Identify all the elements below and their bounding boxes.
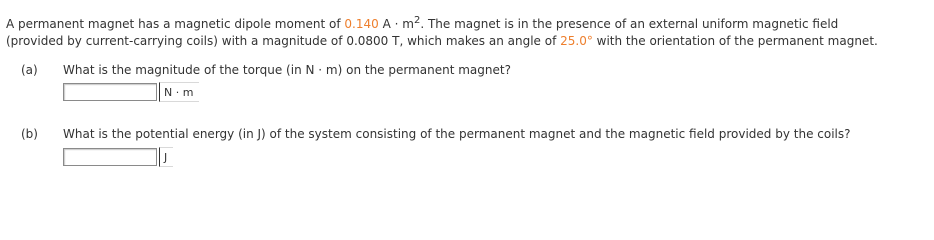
part-b-label: (b)	[21, 127, 38, 141]
problem-text-segment: (provided by current-carrying coils) with a magnitude of 0.0800 T, which makes an angle of	[6, 34, 561, 48]
dipole-moment-value: 0.140	[344, 17, 379, 31]
part-a-question	[21, 62, 511, 79]
part-a-label: (a)	[21, 63, 38, 77]
part-b-question-text: What is the potential energy (in J) of the system consisting of the permanent magnet and the magnetic field provided by the coils?	[63, 127, 851, 141]
unit-exponent: 2	[413, 15, 421, 26]
part-b-answer-row	[63, 146, 173, 168]
dipole-moment-unit: A · m	[378, 17, 414, 31]
part-b-question	[21, 126, 851, 143]
part-b-answer-input[interactable]	[63, 148, 157, 166]
problem-line-2	[6, 33, 930, 50]
angle-value: 25.0°	[560, 34, 593, 48]
problem-text-segment: . The magnet is in the presence of an external uniform magnetic field	[420, 17, 839, 31]
problem-line-1	[6, 12, 930, 33]
problem-text-segment: with the orientation of the permanent magnet.	[592, 34, 878, 48]
part-b-unit: J	[159, 147, 173, 167]
part-a-unit: N · m	[159, 82, 199, 102]
part-a-answer-input[interactable]	[63, 83, 157, 101]
problem-text-segment: A permanent magnet has a magnetic dipole moment of	[6, 17, 345, 31]
part-a-question-text: What is the magnitude of the torque (in N · m) on the permanent magnet?	[63, 63, 511, 77]
problem-statement	[6, 12, 930, 50]
part-a-answer-row	[63, 81, 199, 103]
